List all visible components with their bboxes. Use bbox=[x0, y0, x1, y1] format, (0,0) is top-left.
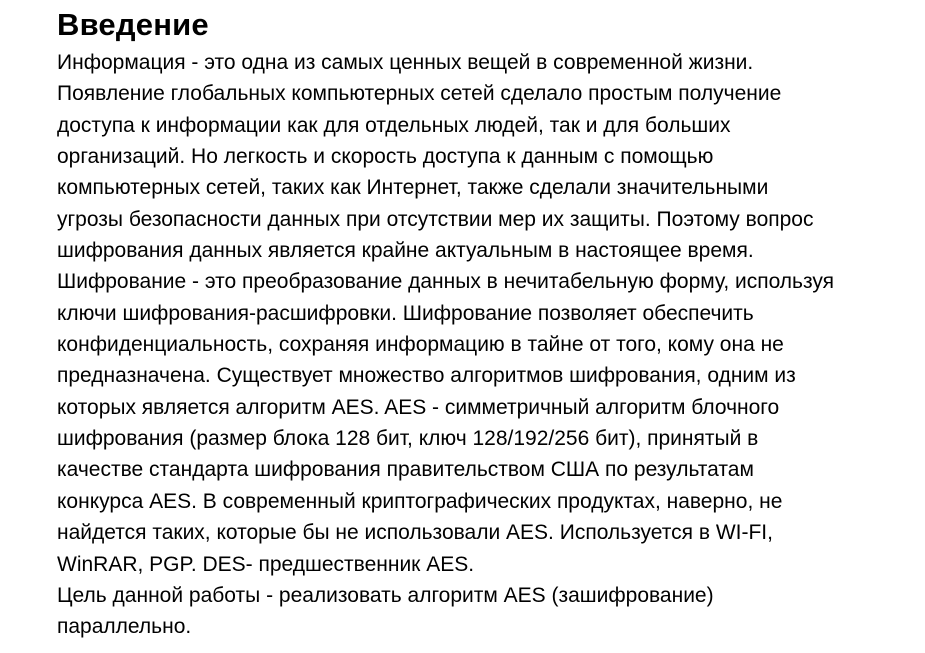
text-line: ключи шифрования-расшифровки. Шифрование позволяет обеспечить bbox=[57, 301, 754, 325]
text-line: доступа к информации как для отдельных людей, так и для больших bbox=[57, 113, 731, 137]
text-line: конфиденциальность, сохраняя информацию в тайне от того, кому она не bbox=[57, 333, 784, 357]
text-line: Появление глобальных компьютерных сетей сделало простым получение bbox=[57, 82, 782, 106]
text-line: Цель данной работы - реализовать алгоритм AES (зашифрование) bbox=[57, 583, 714, 607]
text-line: WinRAR, PGP. DES- предшественник AES. bbox=[57, 552, 475, 576]
text-line: предназначена. Существует множество алгоритмов шифрования, одним из bbox=[57, 364, 796, 388]
text-line: Информация - это одна из самых ценных вещей в современной жизни. bbox=[57, 51, 754, 74]
section-heading: Введение bbox=[57, 7, 209, 42]
text-line: шифрования данных является крайне актуальным в настоящее время. bbox=[57, 239, 754, 263]
text-line: шифрования (размер блока 128 бит, ключ 128/192/256 бит), принятый в bbox=[57, 427, 759, 451]
body-text bbox=[57, 47, 919, 643]
text-line: качестве стандарта шифрования правительством США по результатам bbox=[57, 458, 754, 482]
text-line: параллельно. bbox=[57, 615, 192, 639]
text-line: конкурса AES. В современный криптографических продуктах, наверно, не bbox=[57, 489, 783, 513]
text-line: которых является алгоритм AES. AES - симметричный алгоритм блочного bbox=[57, 395, 780, 419]
text-line: Шифрование - это преобразование данных в нечитабельную форму, используя bbox=[57, 270, 835, 294]
text-line: компьютерных сетей, таких как Интернет, также сделали значительными bbox=[57, 176, 769, 200]
text-line: организаций. Но легкость и скорость доступа к данным с помощью bbox=[57, 145, 714, 169]
document-page bbox=[57, 6, 919, 643]
text-line: найдется таких, которые бы не использовали AES. Используется в WI-FI, bbox=[57, 521, 773, 545]
text-line: угрозы безопасности данных при отсутствии мер их защиты. Поэтому вопрос bbox=[57, 207, 814, 231]
